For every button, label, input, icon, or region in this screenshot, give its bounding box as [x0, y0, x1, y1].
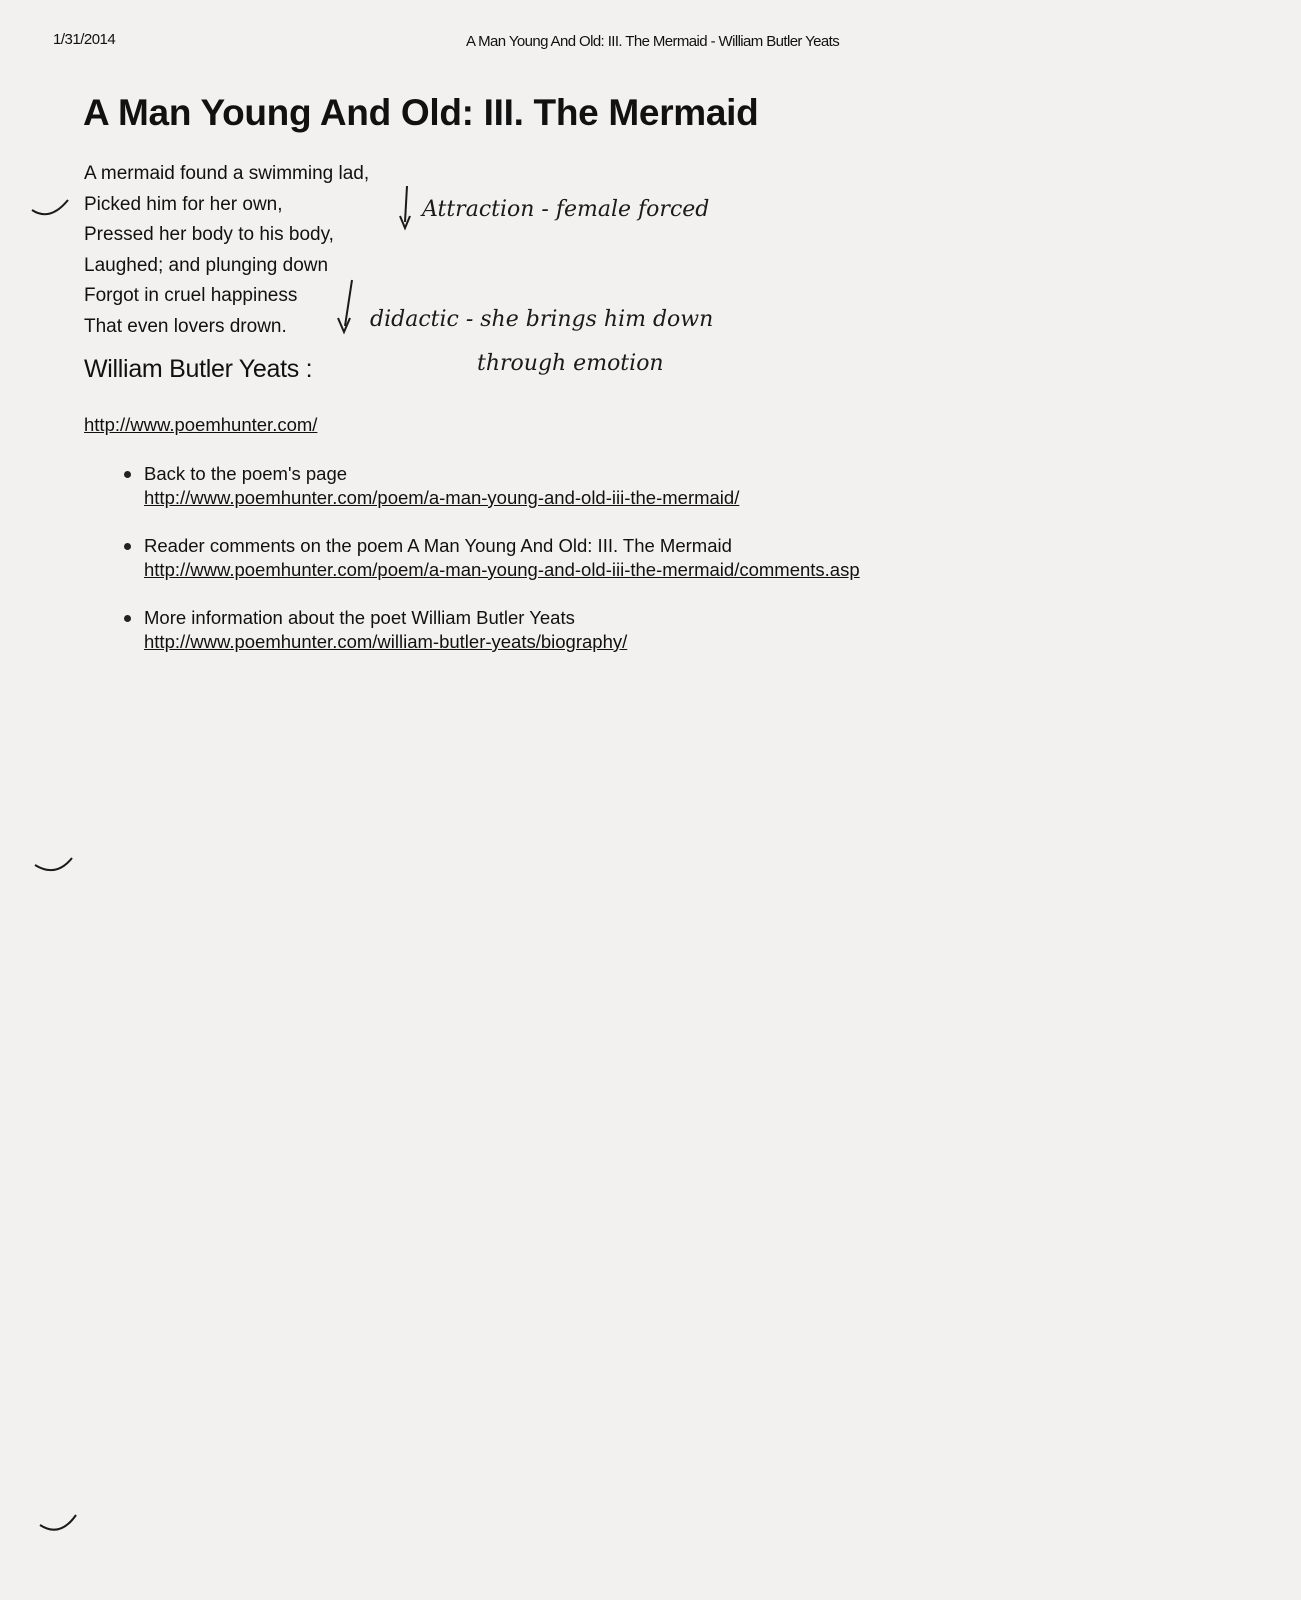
poem-line: Picked him for her own,: [84, 193, 283, 215]
print-header-title: A Man Young And Old: III. The Mermaid - William Butler Yeats: [466, 33, 840, 50]
poem-page-link[interactable]: http://www.poemhunter.com/poem/a-man-young-and-old-iii-the-mermaid/: [144, 487, 740, 508]
print-date: 1/31/2014: [53, 31, 116, 48]
poem-line: Forgot in cruel happiness: [84, 285, 298, 307]
link-list: [124, 462, 860, 678]
bullet-icon: [124, 543, 131, 550]
hole-punch-mark: [35, 858, 72, 870]
link-label: Back to the poem's page: [144, 463, 348, 484]
list-item: [124, 606, 860, 654]
list-item: [124, 462, 860, 510]
handwritten-note-3: through emotion: [477, 351, 664, 376]
handwritten-note-2: didactic - she brings him down: [370, 307, 714, 332]
poem-title: A Man Young And Old: III. The Mermaid: [83, 92, 759, 133]
list-item: [124, 534, 860, 582]
handwritten-note-1: Attraction - female forced: [422, 197, 710, 222]
bullet-icon: [124, 471, 131, 478]
poem-line: That even lovers drown.: [84, 315, 287, 337]
poem-line: Pressed her body to his body,: [84, 224, 334, 246]
link-label: More information about the poet William Butler Yeats: [144, 607, 575, 628]
biography-link[interactable]: http://www.poemhunter.com/william-butler-yeats/biography/: [144, 631, 628, 652]
poem-author: William Butler Yeats :: [84, 355, 313, 383]
comments-link[interactable]: http://www.poemhunter.com/poem/a-man-young-and-old-iii-the-mermaid/comments.asp: [144, 559, 860, 580]
hole-punch-mark: [40, 1515, 76, 1530]
site-link[interactable]: http://www.poemhunter.com/: [84, 414, 318, 435]
poem-line: A mermaid found a swimming lad,: [84, 163, 370, 184]
annotation-arrow-1: [405, 186, 407, 222]
link-label: Reader comments on the poem A Man Young And Old: III. The Mermaid: [144, 535, 732, 556]
hole-punch-mark: [32, 200, 68, 214]
poem-body: [84, 159, 369, 343]
poem-line: Laughed; and plunging down: [84, 254, 329, 276]
bullet-icon: [124, 615, 131, 622]
annotation-arrowhead-1: [400, 216, 410, 228]
